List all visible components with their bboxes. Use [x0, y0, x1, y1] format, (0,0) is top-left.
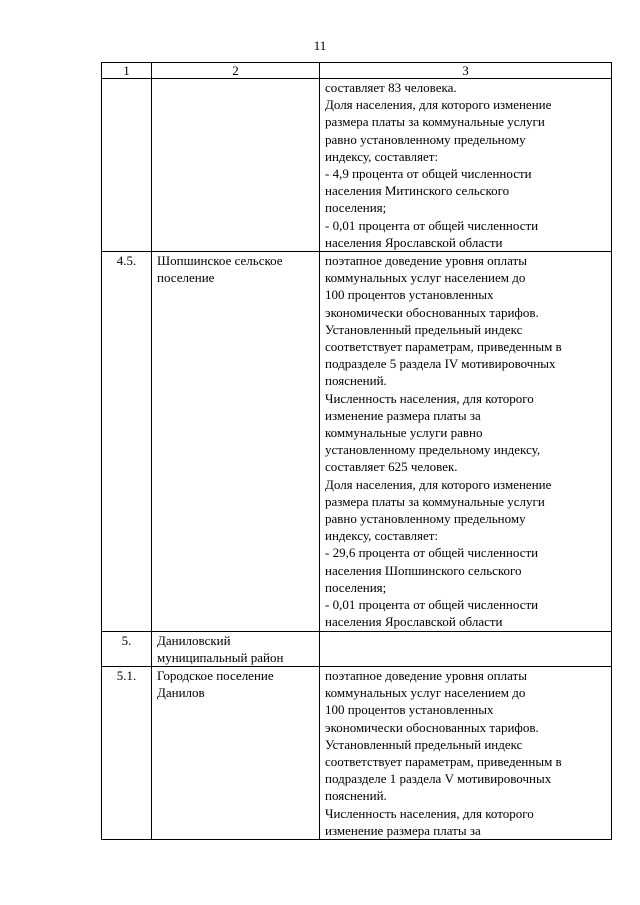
description-line: 100 процентов установленных [325, 287, 494, 303]
territory-name-line: Шопшинское сельское [157, 253, 283, 269]
description-line: экономически обоснованных тарифов. [325, 719, 539, 735]
table-row [102, 79, 612, 252]
description-line: населения Шопшинского сельского [325, 562, 522, 578]
territory-name-line: Данилов [157, 685, 205, 701]
description-line: размера платы за коммунальные услуги [325, 114, 545, 130]
description [320, 666, 612, 839]
table-header-row [102, 63, 612, 79]
description-line: - 0,01 процента от общей численности [325, 597, 539, 613]
description-line: Численность населения, для которого [325, 805, 534, 821]
description-line: равно установленному предельному [325, 131, 526, 147]
table-row [102, 666, 612, 839]
description-line: населения Митинского сельского [325, 183, 510, 199]
territory-name-line: поселение [157, 270, 215, 286]
description-line: поэтапное доведение уровня оплаты [325, 253, 527, 269]
page-number: 11 [313, 38, 327, 53]
header-col-3: 3 [320, 63, 612, 79]
description-line: коммунальных услуг населением до [325, 270, 526, 286]
table-row [102, 252, 612, 631]
territory-name-line: муниципальный район [157, 649, 284, 665]
description-line: населения Ярославской области [325, 614, 503, 630]
table-row [102, 631, 612, 666]
description-line: индексу, составляет: [325, 148, 439, 164]
territory-name-line: Городское поселение [157, 667, 274, 683]
header-col-1: 1 [102, 63, 152, 79]
description-line: Доля населения, для которого изменение [325, 97, 552, 113]
row-number: 5.1. [102, 666, 152, 839]
description-line: 100 процентов установленных [325, 702, 494, 718]
description-line: изменение размера платы за [325, 822, 481, 838]
territory-name-line: Даниловский [157, 632, 231, 648]
description-line: установленному предельному индексу, [325, 442, 541, 458]
description [320, 79, 612, 252]
description [320, 631, 612, 666]
description-line: Установленный предельный индекс [325, 321, 523, 337]
description-line: изменение размера платы за [325, 407, 481, 423]
tariff-table [101, 62, 612, 840]
description-line: Численность населения, для которого [325, 390, 534, 406]
description-line: экономически обоснованных тарифов. [325, 304, 539, 320]
description-line: составляет 83 человека. [325, 80, 457, 95]
description-line: Установленный предельный индекс [325, 736, 523, 752]
description [320, 252, 612, 631]
description-line: составляет 625 человек. [325, 459, 458, 475]
description-line: пояснений. [325, 788, 387, 804]
description-line: Доля населения, для которого изменение [325, 476, 552, 492]
header-col-2: 2 [152, 63, 320, 79]
territory-name [152, 666, 320, 839]
description-line: коммунальные услуги равно [325, 425, 483, 441]
description-line: равно установленному предельному [325, 511, 526, 527]
description-line: - 29,6 процента от общей численности [325, 545, 539, 561]
description-line: - 4,9 процента от общей численности [325, 166, 532, 182]
description-line: соответствует параметрам, приведенным в [325, 339, 562, 355]
territory-name [152, 252, 320, 631]
description-line: коммунальных услуг населением до [325, 685, 526, 701]
row-number: 4.5. [102, 252, 152, 631]
row-number: 5. [102, 631, 152, 666]
description-line: размера платы за коммунальные услуги [325, 493, 545, 509]
description-line: соответствует параметрам, приведенным в [325, 753, 562, 769]
description-line: - 0,01 процента от общей численности [325, 217, 539, 233]
description-line: поэтапное доведение уровня оплаты [325, 667, 527, 683]
description-line: поселения; [325, 579, 387, 595]
description-line: пояснений. [325, 373, 387, 389]
description-line: подразделе 1 раздела V мотивировочных [325, 771, 552, 787]
row-number [102, 79, 152, 252]
territory-name [152, 79, 320, 252]
territory-name [152, 631, 320, 666]
description-line: поселения; [325, 200, 387, 216]
description-line: индексу, составляет: [325, 528, 439, 544]
description-line: населения Ярославской области [325, 234, 503, 250]
description-line: подразделе 5 раздела IV мотивировочных [325, 356, 556, 372]
